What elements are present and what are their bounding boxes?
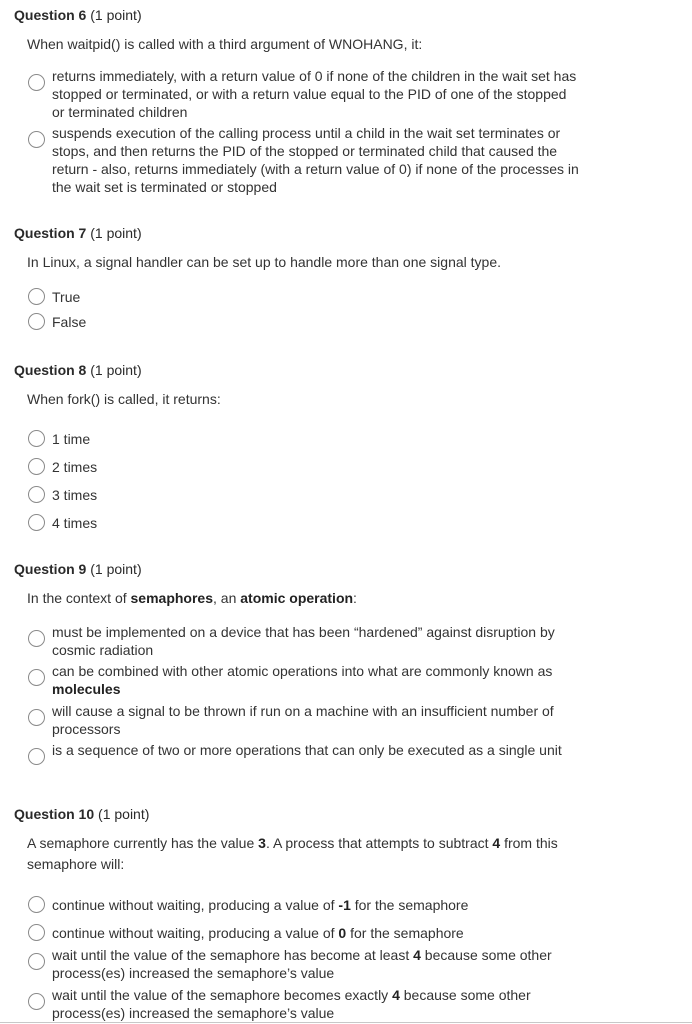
answer-option-label: False bbox=[52, 314, 87, 330]
radio-button[interactable] bbox=[28, 74, 45, 91]
label-emphasis: 4 bbox=[392, 987, 400, 1003]
prompt-text: In the context of bbox=[27, 590, 131, 606]
label-text: because some other process(es) increased the semaphore’s value bbox=[52, 987, 531, 1021]
prompt-text: A semaphore currently has the value bbox=[27, 835, 259, 851]
radio-button[interactable] bbox=[28, 288, 45, 305]
question-prompt bbox=[27, 833, 572, 875]
radio-button[interactable] bbox=[28, 458, 45, 475]
radio-button[interactable] bbox=[28, 896, 45, 913]
prompt-emphasis: 4 bbox=[492, 835, 501, 851]
radio-button[interactable] bbox=[28, 924, 45, 941]
label-text: for the semaphore bbox=[346, 925, 464, 941]
label-emphasis: -1 bbox=[338, 897, 351, 913]
answer-option-label: suspends execution of the calling process until a child in the wait set terminates or stops, and then returns the PID of the stopped or terminated child that caused the return - also, returns immediately (with a return value of 0) if none of the processes in the wait set is terminated or stopped bbox=[52, 125, 579, 195]
radio-button[interactable] bbox=[28, 953, 45, 970]
question-title: Question 6 bbox=[14, 7, 87, 23]
radio-button[interactable] bbox=[28, 514, 45, 531]
answer-option-label: 3 times bbox=[52, 487, 98, 503]
label-text: for the semaphore bbox=[350, 897, 469, 913]
question-title: Question 10 bbox=[14, 806, 95, 822]
prompt-emphasis: atomic operation bbox=[240, 590, 354, 606]
question-points: (1 point) bbox=[90, 225, 142, 241]
question-prompt: When fork() is called, it returns: bbox=[27, 391, 221, 407]
radio-button[interactable] bbox=[28, 630, 45, 647]
bottom-divider bbox=[0, 1022, 692, 1023]
label-text: wait until the value of the semaphore has become at least bbox=[52, 947, 414, 963]
label-emphasis: 0 bbox=[338, 925, 347, 941]
radio-button[interactable] bbox=[28, 313, 45, 330]
question-points: (1 point) bbox=[90, 7, 142, 23]
question-prompt: When waitpid() is called with a third argument of WNOHANG, it: bbox=[27, 36, 423, 52]
radio-button[interactable] bbox=[28, 669, 45, 686]
question-header bbox=[14, 561, 142, 577]
label-text: wait until the value of the semaphore becomes exactly bbox=[52, 987, 393, 1003]
radio-button[interactable] bbox=[28, 430, 45, 447]
question-header bbox=[14, 225, 142, 241]
prompt-text: , an bbox=[213, 590, 241, 606]
question-points: (1 point) bbox=[90, 362, 142, 378]
answer-option-label bbox=[52, 896, 582, 914]
label-emphasis: molecules bbox=[52, 681, 121, 697]
question-title: Question 8 bbox=[14, 362, 87, 378]
label-text: because some other process(es) increased the semaphore’s value bbox=[52, 947, 552, 981]
prompt-emphasis: semaphores bbox=[130, 590, 213, 606]
prompt-text: : bbox=[353, 590, 357, 606]
answer-option-label: True bbox=[52, 289, 81, 305]
answer-option-label: 2 times bbox=[52, 459, 98, 475]
question-title: Question 9 bbox=[14, 561, 87, 577]
question-points: (1 point) bbox=[98, 806, 150, 822]
answer-option-label bbox=[52, 986, 582, 1022]
label-emphasis: 4 bbox=[413, 947, 421, 963]
question-title: Question 7 bbox=[14, 225, 87, 241]
answer-option-label bbox=[52, 662, 582, 698]
radio-button[interactable] bbox=[28, 709, 45, 726]
prompt-text: from this semaphore will: bbox=[27, 835, 558, 872]
prompt-text: . A process that attempts to subtract bbox=[265, 835, 493, 851]
answer-option-label: returns immediately, with a return value of 0 if none of the children in the wait set has stopped or terminated, or with a return value equal to the PID of one of the stopped or terminated children bbox=[52, 68, 577, 120]
label-text: continue without waiting, producing a value of bbox=[52, 897, 339, 913]
label-text: continue without waiting, producing a value of bbox=[52, 925, 339, 941]
prompt-emphasis: 3 bbox=[258, 835, 266, 851]
radio-button[interactable] bbox=[28, 993, 45, 1010]
answer-option-label: will cause a signal to be thrown if run on a machine with an insufficient number of processors bbox=[52, 703, 554, 737]
radio-button[interactable] bbox=[28, 486, 45, 503]
question-points: (1 point) bbox=[90, 561, 142, 577]
answer-option-label: 1 time bbox=[52, 431, 91, 447]
answer-option-label: 4 times bbox=[52, 515, 98, 531]
answer-option-label bbox=[52, 946, 582, 982]
radio-button[interactable] bbox=[28, 131, 45, 148]
question-prompt: In Linux, a signal handler can be set up to handle more than one signal type. bbox=[27, 254, 501, 270]
question-header bbox=[14, 362, 142, 378]
question-header bbox=[14, 806, 149, 822]
answer-option-label: is a sequence of two or more operations that can only be executed as a single unit bbox=[52, 742, 562, 758]
answer-option-label: must be implemented on a device that has been “hardened” against disruption by cosmic radiation bbox=[52, 624, 555, 658]
radio-button[interactable] bbox=[28, 748, 45, 765]
question-prompt bbox=[27, 588, 587, 609]
answer-option-label bbox=[52, 924, 582, 942]
question-header bbox=[14, 7, 142, 23]
label-text: can be combined with other atomic operations into what are commonly known as bbox=[52, 663, 553, 679]
